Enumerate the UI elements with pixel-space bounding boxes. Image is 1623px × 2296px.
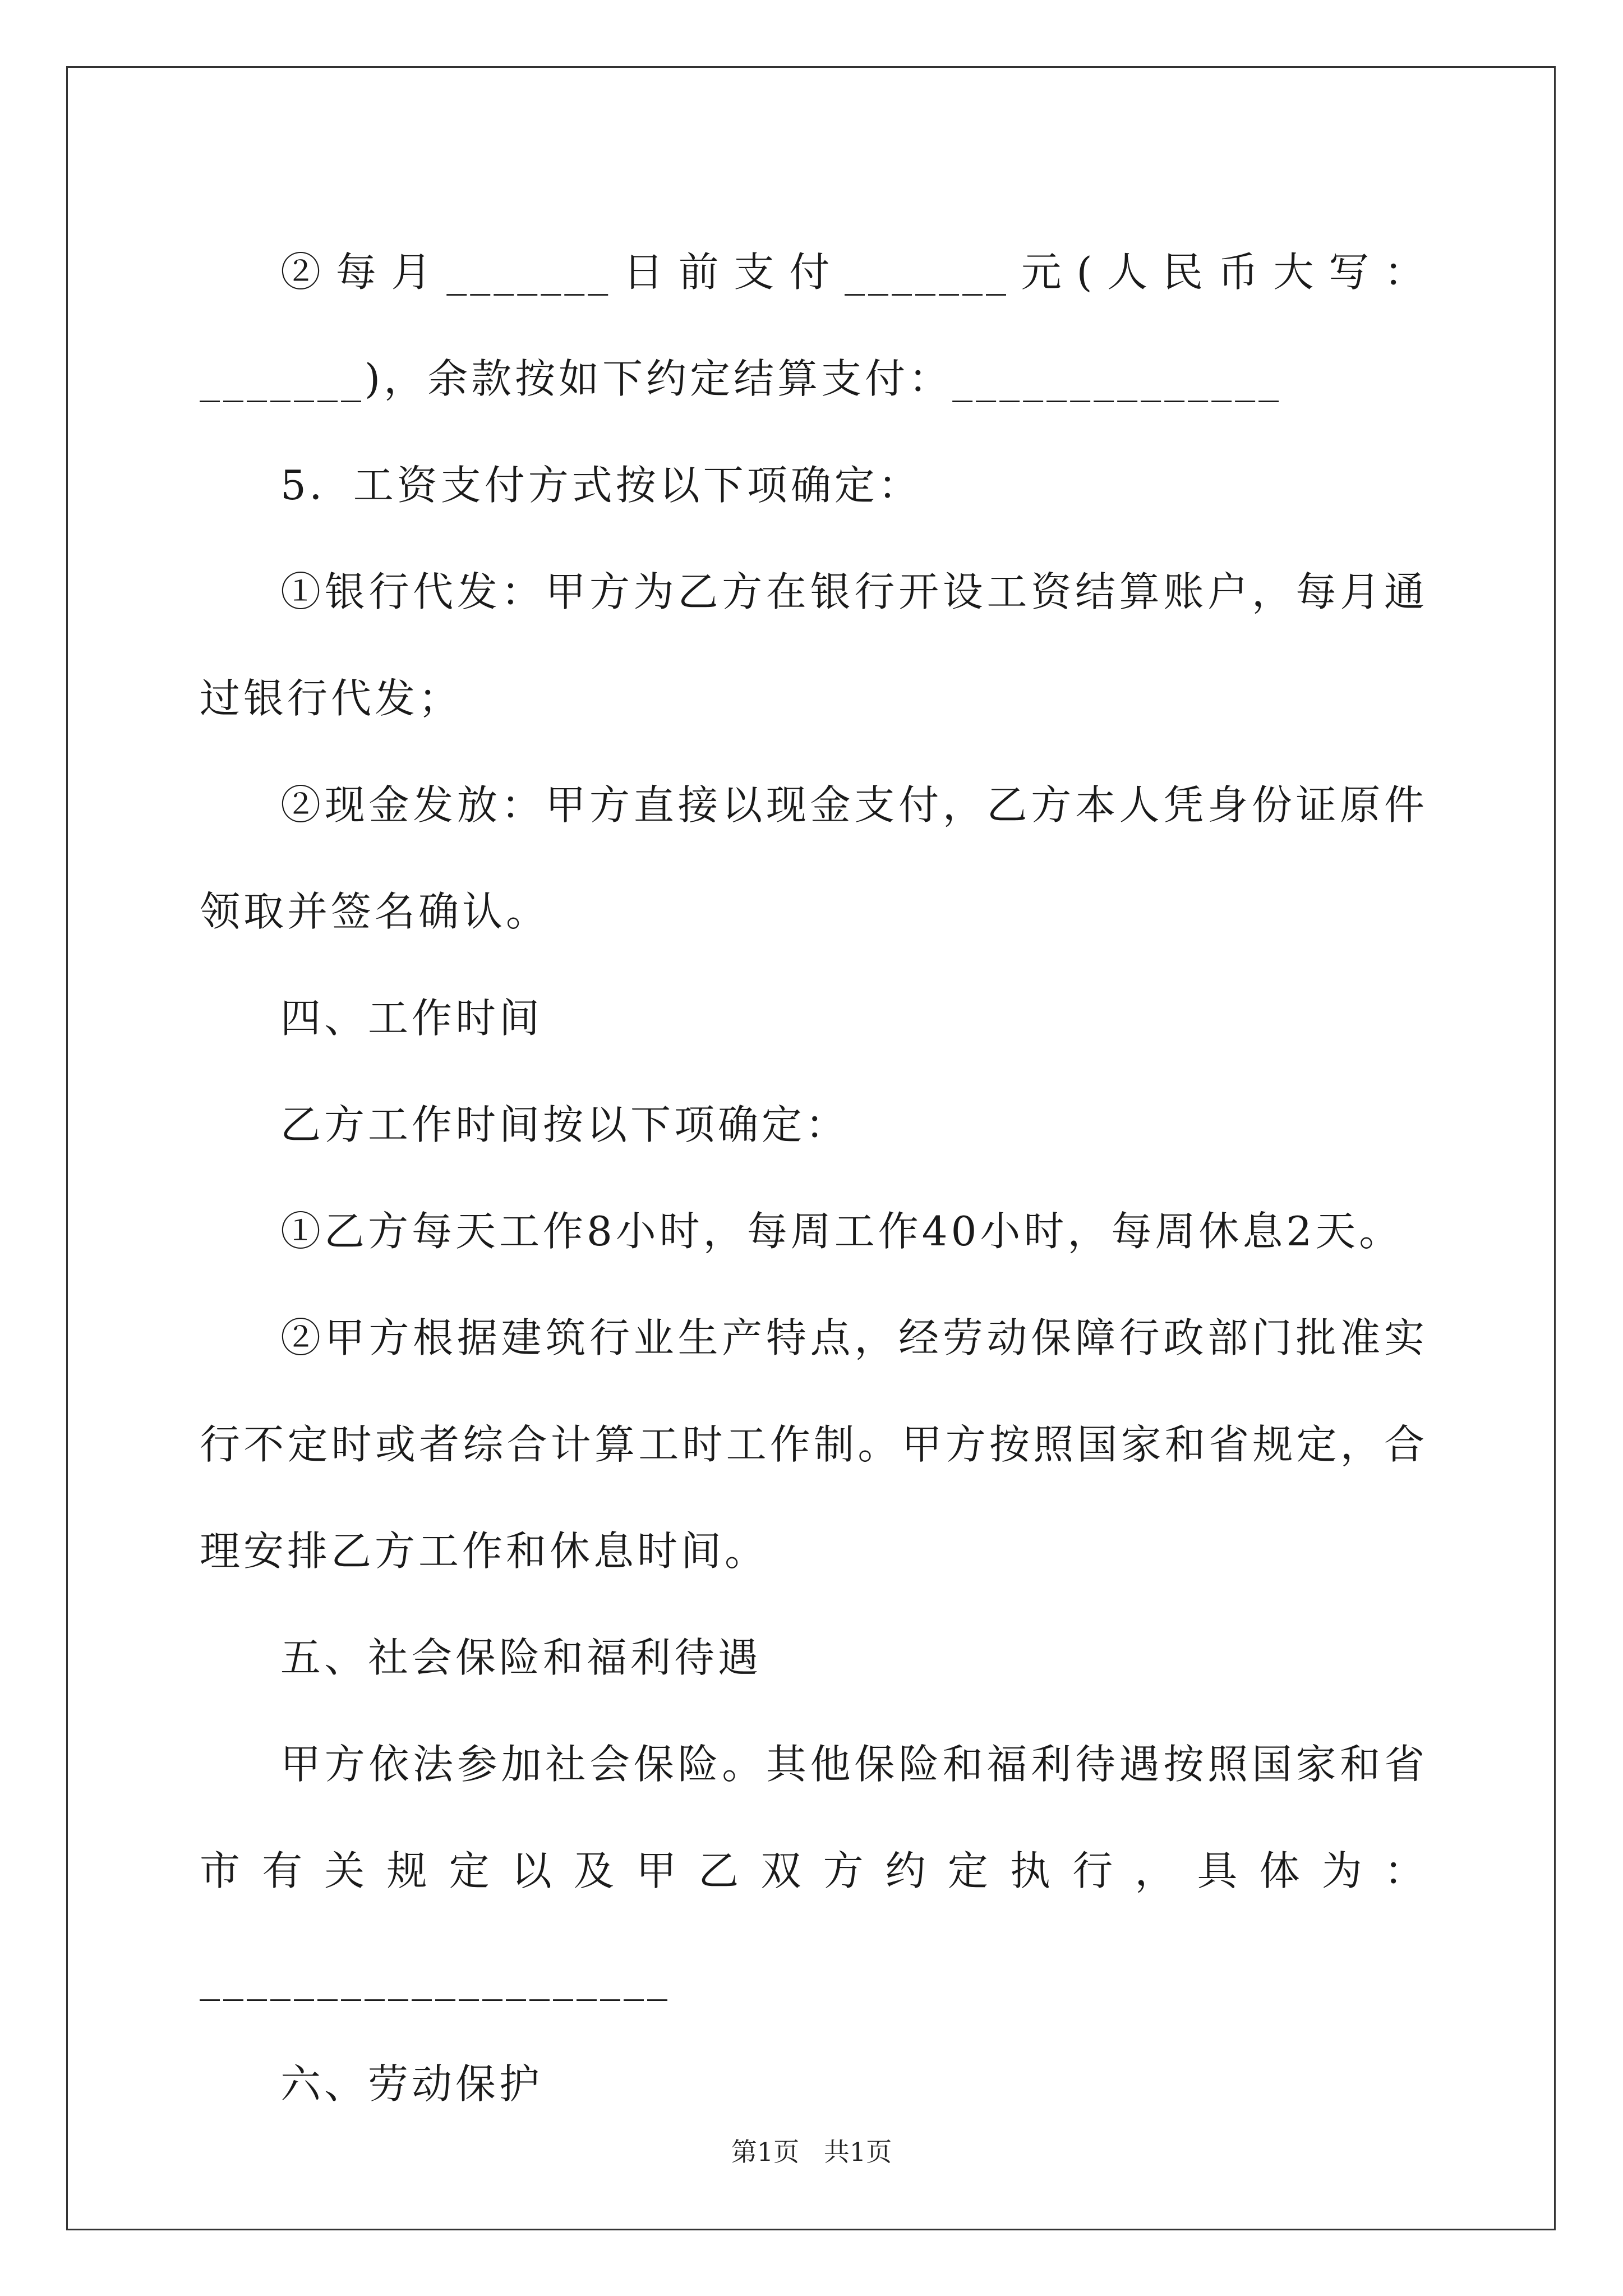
section-heading-social-insurance: 五、社会保险和福利待遇 — [280, 1634, 762, 1681]
section-heading-labor-protection: 六、劳动保护 — [280, 2060, 543, 2108]
paragraph-standard-hours: ①乙方每天工作8小时，每周工作40小时，每周休息2天。 — [280, 1208, 1403, 1255]
page-number: 第1页 共1页 — [731, 2137, 892, 2167]
section-heading-working-hours: 四、工作时间 — [280, 995, 543, 1042]
paragraph-bank-transfer: ①银行代发：甲方为乙方在银行开设工资结算账户，每月通过银行代发； — [200, 568, 1428, 722]
paragraph-payment-method-heading: 5．工资支付方式按以下项确定： — [280, 462, 922, 509]
paragraph-cash-payment: ②现金发放：甲方直接以现金支付，乙方本人凭身份证原件领取并签名确认。 — [200, 781, 1428, 935]
paragraph-payment-schedule: ②每月_______日前支付_______元(人民币大写：_______)，余款按如下约定结算支付：______________ — [200, 249, 1428, 402]
paragraph-working-hours-intro: 乙方工作时间按以下项确定： — [280, 1101, 850, 1148]
document-body — [200, 219, 1428, 2137]
paragraph-flexible-hours: ②甲方根据建筑行业生产特点，经劳动保障行政部门批准实行不定时或者综合计算工时工作制。甲方按照国家和省规定，合理安排乙方工作和休息时间。 — [200, 1314, 1428, 1575]
paragraph-social-insurance: 甲方依法参加社会保险。其他保险和福利待遇按照国家和省市有关规定以及甲乙双方约定执行，具体为：____________________ — [200, 1741, 1428, 2001]
